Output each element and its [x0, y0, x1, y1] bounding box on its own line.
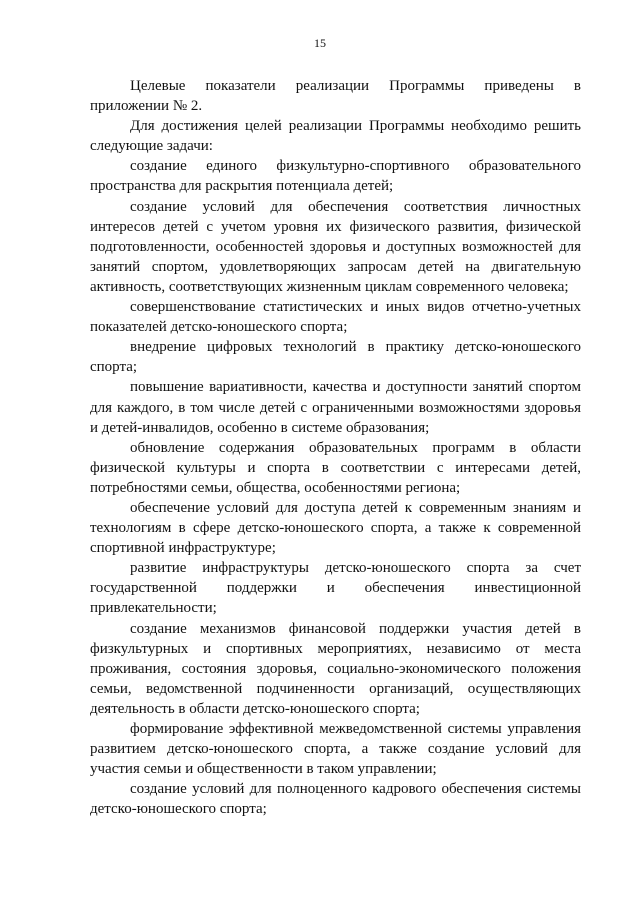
paragraph-task-financial-support: создание механизмов финансовой поддержки участия детей в физкультурных и спортивных мероприятиях, независимо от места проживания, состояния здоровья, социально-экономического положения семьи, ведомственной подчиненности организаций, осуществляющих деятельность в области детско-юношеского спорта;	[90, 620, 581, 717]
document-body	[90, 76, 581, 819]
paragraph-task-staffing: создание условий для полноценного кадрового обеспечения системы детско-юношеского спорта;	[90, 781, 581, 818]
paragraph-task-unified-space: создание единого физкультурно-спортивного образовательного пространства для раскрытия потенциала детей;	[90, 158, 581, 195]
paragraph-task-digital: внедрение цифровых технологий в практику детско-юношеского спорта;	[90, 339, 581, 376]
paragraph-task-infrastructure: развитие инфраструктуры детско-юношеского спорта за счет государственной поддержки и обеспечения инвестиционной привлекательности;	[90, 560, 581, 617]
paragraph-task-statistics: совершенствование статистических и иных видов отчетно-учетных показателей детско-юношеского спорта;	[90, 299, 581, 336]
paragraph-task-management: формирование эффективной межведомственной системы управления развитием детско-юношеского спорта, а также создание условий для участия семьи и общественности в таком управлении;	[90, 721, 581, 778]
paragraph-task-knowledge-access: обеспечение условий для доступа детей к современным знаниям и технологиям в сфере детско-юношеского спорта, а также к современной спортивной инфраструктуре;	[90, 499, 581, 557]
page-number: 15	[314, 36, 326, 50]
paragraph-targets-indicators: Целевые показатели реализации Программы приведены в приложении № 2.	[90, 78, 581, 115]
paragraph-task-programs: обновление содержания образовательных программ в области физической культуры и спорта в соответствии с интересами детей, потребностями семьи, общества, особенностями региона;	[90, 439, 581, 496]
paragraph-task-conditions: создание условий для обеспечения соответствия личностных интересов детей с учетом уровня их физического развития, физической подготовленности, особенностей здоровья и доступных возможностей для занятий спортом, удовлетворяющих запросам детей на двигательную активность, соответствующих жизненным циклам современного человека;	[90, 198, 581, 295]
paragraph-tasks-intro: Для достижения целей реализации Программы необходимо решить следующие задачи:	[90, 118, 581, 155]
paragraph-task-accessibility: повышение вариативности, качества и доступности занятий спортом для каждого, в том числе детей с ограниченными возможностями здоровья и детей-инвалидов, особенно в системе образования;	[90, 379, 581, 436]
